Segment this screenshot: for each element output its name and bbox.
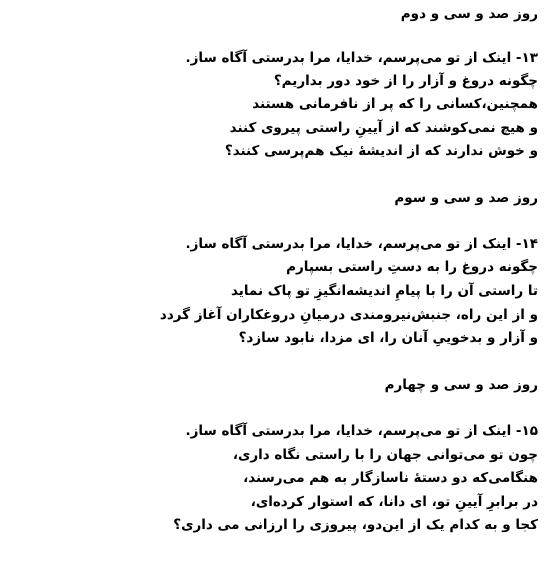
section-heading: روز صد و سی و دوم — [400, 6, 538, 22]
section-heading: روز صد و سی و سوم — [394, 190, 538, 206]
verse-line: و آزار و بدخوییِ آنان را، ای مزدا، نابود سازد؟ — [238, 330, 538, 346]
verse-line: و هیچ نمی‌کوشند که از آیینِ راستی پیروی کنند — [229, 120, 538, 136]
verse-line: و از این راه، جنبش‌نیرومندی درمیانِ دروغکاران آغاز گردد — [159, 307, 538, 323]
verse-line: چگونه دروغ را به دستِ راستی بسپارم — [286, 259, 538, 275]
verse-line: ۱۳- اینک از تو می‌پرسم، خدایا، مرا بدرستی آگاه ساز. — [185, 50, 538, 66]
verse-line: همچنین،کسانی را که پر از نافرمانی هستند — [252, 96, 538, 112]
verse-line: ۱۵- اینک از تو می‌پرسم، خدایا، مرا بدرستی آگاه ساز. — [185, 423, 538, 439]
verse-line: و خوش ندارند که از اندیشهٔ نیک هم‌پرسی کنند؟ — [224, 143, 538, 159]
verse-line: کجا و به کدام یک از این‌دو، پیروزی را ارزانی می داری؟ — [173, 517, 538, 533]
verse-line: تا راستی آن را با پیامِ اندیشه‌انگیزِ تو پاک نماید — [230, 283, 538, 299]
verse-line: هنگامی‌که دو دستهٔ ناسازگار به هم می‌رسند، — [243, 470, 538, 486]
verse-line: در برابرِ آیینِ تو، ای دانا، که استوار کرده‌ای، — [250, 494, 538, 510]
verse-line: چون تو می‌توانی جهان را با راستی نگاه داری، — [232, 447, 538, 463]
verse-line: چگونه دروغ و آزار را از خود دور بداریم؟ — [273, 73, 538, 89]
verse-line: ۱۴- اینک از تو می‌پرسم، خدایا، مرا بدرستی آگاه ساز. — [185, 236, 538, 252]
section-heading: روز صد و سی و چهارم — [384, 377, 538, 393]
